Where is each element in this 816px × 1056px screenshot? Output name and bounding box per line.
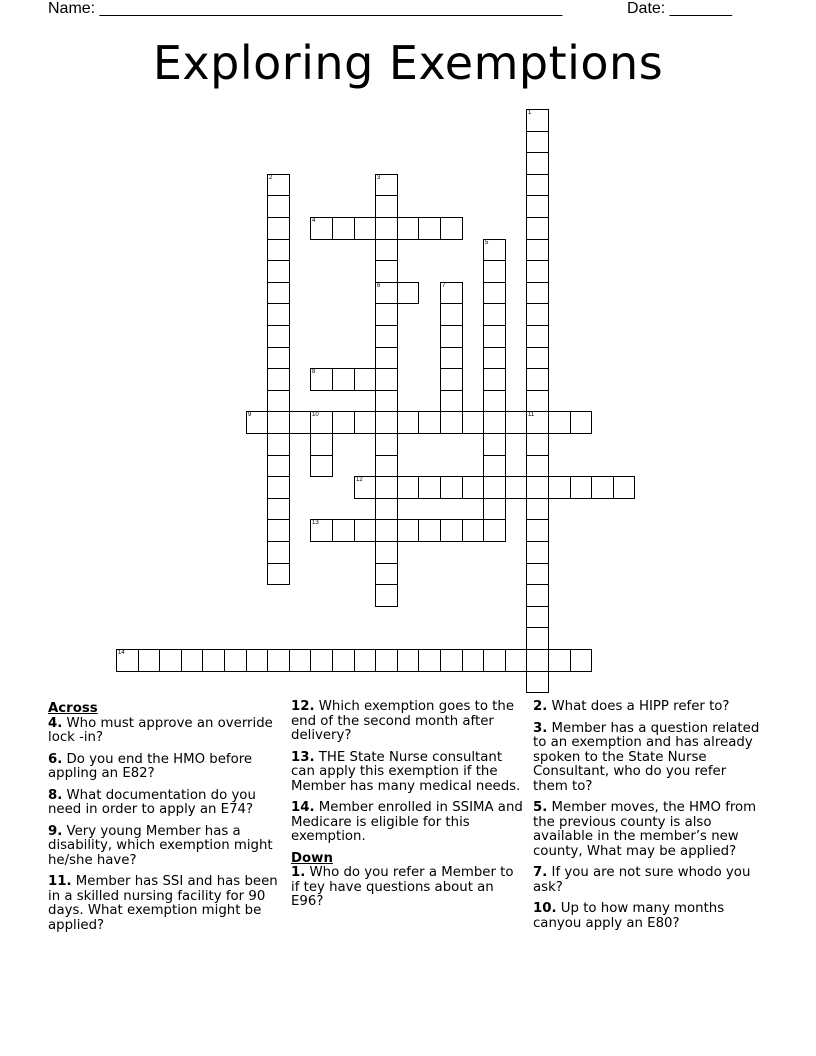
grid-cell[interactable]: [332, 411, 355, 434]
grid-cell[interactable]: [526, 347, 549, 369]
across-heading: Across: [48, 701, 98, 716]
clue-down-3: 3. Member has a question related to an exemption and has already spoken to the State Nurse Consultant, who do you refer them to?: [533, 720, 760, 794]
grid-cell[interactable]: [440, 325, 463, 348]
grid-cell[interactable]: [375, 498, 398, 520]
grid-cell[interactable]: [526, 541, 549, 564]
grid-cell[interactable]: [591, 476, 614, 499]
grid-cell[interactable]: [267, 498, 290, 520]
grid-cell[interactable]: [267, 174, 290, 196]
grid-cell[interactable]: [526, 606, 549, 628]
grid-cell[interactable]: [310, 519, 333, 542]
clue-number: 4: [312, 218, 316, 224]
clue-across-14: 14. Member enrolled in SSIMA and Medicare is eligible for this exemption.: [291, 800, 523, 844]
grid-cell[interactable]: [267, 476, 290, 499]
grid-cell[interactable]: [267, 390, 290, 412]
clue-down-10: 10. Up to how many months canyou apply an E80?: [533, 901, 725, 931]
grid-cell[interactable]: [570, 411, 592, 434]
clue-number: 8: [312, 369, 316, 375]
grid-cell[interactable]: [397, 217, 419, 240]
grid-cell[interactable]: [246, 411, 268, 434]
grid-cell[interactable]: [483, 519, 506, 542]
grid-cell[interactable]: [246, 649, 268, 672]
grid-cell[interactable]: [483, 649, 506, 672]
grid-cell[interactable]: [310, 217, 333, 240]
grid-cell[interactable]: [332, 649, 355, 672]
grid-cell[interactable]: [332, 217, 355, 240]
grid-cell[interactable]: [375, 390, 398, 412]
grid-cell[interactable]: [526, 390, 549, 412]
grid-cell[interactable]: [267, 649, 290, 672]
clue-down-5: 5. Member moves, the HMO from the previous county is also available in the member’s new county, What may be applied?: [533, 800, 757, 859]
grid-cell[interactable]: [310, 455, 333, 477]
grid-cell[interactable]: [483, 455, 506, 477]
grid-cell[interactable]: [440, 368, 463, 391]
grid-cell[interactable]: [462, 476, 484, 499]
grid-cell[interactable]: [289, 649, 311, 672]
grid-cell[interactable]: [224, 649, 247, 672]
grid-cell[interactable]: [267, 195, 290, 218]
grid-cell[interactable]: [526, 217, 549, 240]
grid-cell[interactable]: [418, 217, 441, 240]
grid-cell[interactable]: [526, 195, 549, 218]
grid-cell[interactable]: [418, 649, 441, 672]
grid-cell[interactable]: [440, 282, 463, 304]
grid-cell[interactable]: [375, 541, 398, 564]
grid-cell[interactable]: [267, 563, 290, 585]
clue-number: 9: [248, 412, 252, 418]
grid-cell[interactable]: [483, 282, 506, 304]
grid-cell[interactable]: [138, 649, 160, 672]
grid-cell[interactable]: [310, 649, 333, 672]
grid-cell[interactable]: [375, 303, 398, 326]
grid-cell[interactable]: [332, 368, 355, 391]
grid-cell[interactable]: [267, 325, 290, 348]
grid-cell[interactable]: [310, 368, 333, 391]
grid-cell[interactable]: [526, 131, 549, 153]
grid-cell[interactable]: [483, 433, 506, 456]
grid-cell[interactable]: [440, 411, 463, 434]
grid-cell[interactable]: [202, 649, 225, 672]
grid-cell[interactable]: [526, 433, 549, 456]
clue-number: 6: [377, 283, 381, 289]
grid-cell[interactable]: [375, 411, 398, 434]
clue-number: 10: [312, 412, 319, 418]
grid-cell[interactable]: [375, 347, 398, 369]
clue-number: 11: [528, 412, 535, 418]
grid-cell[interactable]: [440, 303, 463, 326]
grid-cell[interactable]: [505, 649, 527, 672]
clue-across-8: 8. What documentation do you need in order to apply an E74?: [48, 787, 256, 817]
grid-cell[interactable]: [354, 368, 376, 391]
grid-cell[interactable]: [440, 217, 463, 240]
grid-cell[interactable]: [418, 411, 441, 434]
grid-cell[interactable]: [375, 195, 398, 218]
clue-number: 13: [312, 520, 319, 526]
grid-cell[interactable]: [354, 476, 376, 499]
grid-cell[interactable]: [267, 541, 290, 564]
grid-cell[interactable]: [159, 649, 182, 672]
grid-cell[interactable]: [440, 649, 463, 672]
grid-cell[interactable]: [397, 282, 419, 304]
clue-across-4: 4. Who must approve an override lock -in?: [48, 715, 273, 745]
grid-cell[interactable]: [526, 671, 549, 693]
clue-down-7: 7. If you are not sure whodo you ask?: [533, 865, 751, 895]
grid-cell[interactable]: [526, 627, 549, 650]
clues-column-2: [291, 700, 523, 917]
grid-cell[interactable]: [526, 109, 549, 132]
grid-cell[interactable]: [526, 563, 549, 585]
grid-cell[interactable]: [526, 519, 549, 542]
grid-cell[interactable]: [440, 347, 463, 369]
grid-cell[interactable]: [462, 519, 484, 542]
clue-across-13: 13. THE State Nurse consultant can apply this exemption if the Member has many medical needs.: [291, 749, 521, 794]
grid-cell[interactable]: [548, 649, 571, 672]
grid-cell[interactable]: [483, 347, 506, 369]
grid-cell[interactable]: [440, 519, 463, 542]
grid-cell[interactable]: [570, 649, 592, 672]
grid-cell[interactable]: [267, 519, 290, 542]
grid-cell[interactable]: [375, 455, 398, 477]
grid-cell[interactable]: [267, 347, 290, 369]
grid-cell[interactable]: [462, 411, 484, 434]
date-field-label: Date: _______: [627, 0, 732, 17]
grid-cell[interactable]: [375, 260, 398, 283]
grid-cell[interactable]: [397, 476, 419, 499]
grid-cell[interactable]: [310, 411, 333, 434]
grid-cell[interactable]: [570, 476, 592, 499]
grid-cell[interactable]: [483, 303, 506, 326]
grid-cell[interactable]: [526, 174, 549, 196]
grid-cell[interactable]: [375, 519, 398, 542]
grid-cell[interactable]: [483, 368, 506, 391]
grid-cell[interactable]: [483, 476, 506, 499]
grid-cell[interactable]: [483, 325, 506, 348]
name-field-label: Name: ____________________________________________________: [48, 0, 563, 17]
grid-cell[interactable]: [526, 260, 549, 283]
grid-cell[interactable]: [483, 239, 506, 261]
grid-cell[interactable]: [375, 325, 398, 348]
clue-number: 3: [377, 175, 381, 181]
clue-number: 12: [356, 477, 363, 483]
grid-cell[interactable]: [526, 239, 549, 261]
grid-cell[interactable]: [397, 649, 419, 672]
grid-cell[interactable]: [548, 476, 571, 499]
grid-cell[interactable]: [375, 649, 398, 672]
grid-cell[interactable]: [526, 476, 549, 499]
grid-cell[interactable]: [418, 519, 441, 542]
clue-number: 14: [118, 650, 125, 656]
clues-column-1: [48, 700, 280, 940]
clue-number: 5: [485, 240, 489, 246]
grid-cell[interactable]: [375, 584, 398, 607]
grid-cell[interactable]: [375, 433, 398, 456]
grid-cell[interactable]: [267, 282, 290, 304]
grid-cell[interactable]: [289, 411, 311, 434]
grid-cell[interactable]: [483, 260, 506, 283]
grid-cell[interactable]: [483, 498, 506, 520]
grid-cell[interactable]: [354, 519, 376, 542]
grid-cell[interactable]: [483, 390, 506, 412]
clue-across-12: 12. Which exemption goes to the end of the second month after delivery?: [291, 699, 515, 743]
grid-cell[interactable]: [375, 563, 398, 585]
grid-cell[interactable]: [505, 476, 527, 499]
grid-cell[interactable]: [267, 411, 290, 434]
grid-cell[interactable]: [267, 217, 290, 240]
grid-cell[interactable]: [526, 282, 549, 304]
clue-across-6: 6. Do you end the HMO before appling an E82?: [48, 751, 253, 781]
grid-cell[interactable]: [354, 411, 376, 434]
grid-cell[interactable]: [375, 282, 398, 304]
grid-cell[interactable]: [397, 519, 419, 542]
grid-cell[interactable]: [375, 239, 398, 261]
grid-cell[interactable]: [526, 498, 549, 520]
grid-cell[interactable]: [526, 152, 549, 175]
grid-cell[interactable]: [526, 584, 549, 607]
grid-cell[interactable]: [462, 649, 484, 672]
grid-cell[interactable]: [440, 390, 463, 412]
grid-cell[interactable]: [440, 476, 463, 499]
clue-across-9: 9. Very young Member has a disability, which exemption might he/she have?: [48, 823, 273, 868]
grid-cell[interactable]: [354, 217, 376, 240]
grid-cell[interactable]: [526, 325, 549, 348]
grid-cell[interactable]: [267, 303, 290, 326]
clue-across-11: 11. Member has SSI and has been in a skilled nursing facility for 90 days. What exemption might be applied?: [48, 874, 278, 933]
grid-cell[interactable]: [613, 476, 635, 499]
grid-cell[interactable]: [397, 411, 419, 434]
grid-cell[interactable]: [310, 433, 333, 456]
grid-cell[interactable]: [116, 649, 139, 672]
down-heading: Down: [291, 850, 333, 866]
grid-cell[interactable]: [526, 649, 549, 672]
grid-cell[interactable]: [483, 411, 506, 434]
grid-cell[interactable]: [418, 476, 441, 499]
clue-number: 1: [528, 110, 532, 116]
grid-cell[interactable]: [375, 174, 398, 196]
grid-cell[interactable]: [267, 455, 290, 477]
grid-cell[interactable]: [526, 411, 549, 434]
grid-cell[interactable]: [267, 239, 290, 261]
grid-cell[interactable]: [267, 260, 290, 283]
grid-cell[interactable]: [375, 368, 398, 391]
grid-cell[interactable]: [354, 649, 376, 672]
grid-cell[interactable]: [181, 649, 203, 672]
grid-cell[interactable]: [548, 411, 571, 434]
grid-cell[interactable]: [267, 433, 290, 456]
grid-cell[interactable]: [526, 455, 549, 477]
clues-column-3: [533, 700, 765, 938]
clue-down-1: 1. Who do you refer a Member to if tey have questions about an E96?: [291, 865, 514, 909]
grid-cell[interactable]: [332, 519, 355, 542]
grid-cell[interactable]: [375, 217, 398, 240]
grid-cell[interactable]: [526, 368, 549, 391]
grid-cell[interactable]: [526, 303, 549, 326]
grid-cell[interactable]: [505, 411, 527, 434]
clue-number: 7: [442, 283, 446, 289]
clue-down-2: 2. What does a HIPP refer to?: [533, 699, 730, 714]
clue-number: 2: [269, 175, 273, 181]
page-title: Exploring Exemptions: [152, 36, 664, 90]
grid-cell[interactable]: [375, 476, 398, 499]
grid-cell[interactable]: [267, 368, 290, 391]
